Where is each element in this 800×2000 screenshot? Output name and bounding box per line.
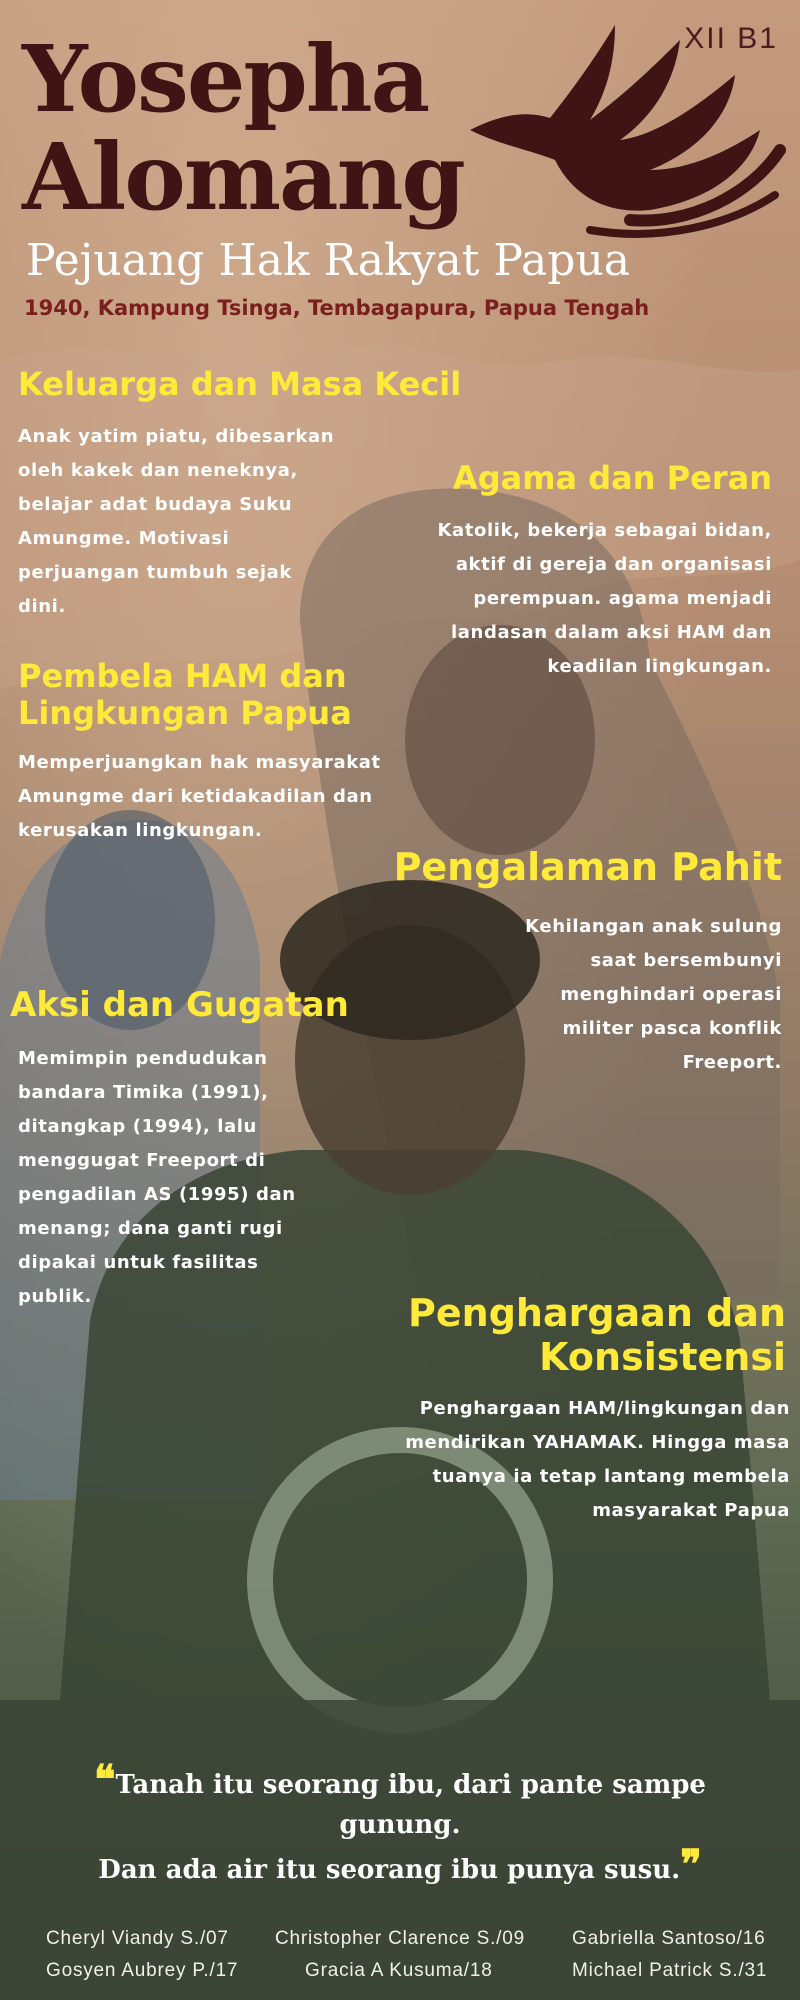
section-pembela-text bbox=[18, 746, 418, 848]
text-line: bandara Timika (1991), bbox=[18, 1082, 269, 1103]
section-aksi-text bbox=[18, 1042, 338, 1314]
close-quote-icon: ❞ bbox=[680, 1841, 702, 1888]
heading-pengalaman: Pengalaman Pahit bbox=[393, 845, 782, 889]
heading-agama: Agama dan Peran bbox=[452, 459, 772, 497]
text-line: Kehilangan anak sulung bbox=[525, 916, 782, 937]
birth-info: 1940, Kampung Tsinga, Tembagapura, Papua Tengah bbox=[24, 296, 650, 320]
open-quote-icon: ❝ bbox=[94, 1756, 116, 1803]
quote-line-1 bbox=[30, 1756, 770, 1845]
text-line: Katolik, bekerja sebagai bidan, bbox=[437, 520, 772, 541]
credit-name: Cheryl Viandy S./07 bbox=[46, 1928, 229, 1949]
quote-block bbox=[30, 1756, 770, 1890]
quote-text-2: Dan ada air itu seorang ibu punya susu. bbox=[98, 1855, 681, 1885]
text-line: menghindari operasi bbox=[560, 984, 782, 1005]
heading-keluarga: Keluarga dan Masa Kecil bbox=[18, 365, 462, 403]
text-line: masyarakat Papua bbox=[592, 1500, 790, 1521]
text-line: Amungme. Motivasi bbox=[18, 528, 230, 549]
text-line: ditangkap (1994), lalu bbox=[18, 1116, 257, 1137]
heading-penghargaan bbox=[408, 1292, 786, 1379]
text-line: tuanya ia tetap lantang membela bbox=[432, 1466, 790, 1487]
text-line: perjuangan tumbuh sejak bbox=[18, 562, 292, 583]
text-line: keadilan lingkungan. bbox=[547, 656, 772, 677]
text-line: dini. bbox=[18, 596, 66, 617]
section-agama-text bbox=[372, 514, 772, 684]
text-line: perempuan. agama menjadi bbox=[473, 588, 772, 609]
page-title bbox=[22, 25, 464, 231]
section-pengalaman-text bbox=[462, 910, 782, 1080]
text-line: Penghargaan HAM/lingkungan dan bbox=[419, 1398, 790, 1419]
heading-pembela bbox=[18, 658, 352, 732]
section-penghargaan-text bbox=[350, 1392, 790, 1528]
text-line: publik. bbox=[18, 1286, 92, 1307]
text-line: menang; dana ganti rugi bbox=[18, 1218, 283, 1239]
credit-name: Gabriella Santoso/16 bbox=[572, 1928, 766, 1949]
text-line: oleh kakek dan neneknya, bbox=[18, 460, 298, 481]
quote-text-1: Tanah itu seorang ibu, dari pante sampe gunung. bbox=[115, 1770, 706, 1840]
text-line: kerusakan lingkungan. bbox=[18, 820, 263, 841]
heading-line: Lingkungan Papua bbox=[18, 693, 352, 732]
credit-name: Gosyen Aubrey P./17 bbox=[46, 1960, 239, 1981]
section-keluarga-text bbox=[18, 420, 378, 624]
text-line: belajar adat budaya Suku bbox=[18, 494, 293, 515]
heading-line: Penghargaan dan bbox=[408, 1291, 786, 1335]
text-line: Memimpin pendudukan bbox=[18, 1048, 268, 1069]
text-line: Anak yatim piatu, dibesarkan bbox=[18, 426, 335, 447]
credit-name: Michael Patrick S./31 bbox=[572, 1960, 768, 1981]
text-line: pengadilan AS (1995) dan bbox=[18, 1184, 296, 1205]
heading-line: Konsistensi bbox=[539, 1334, 786, 1379]
text-line: menggugat Freeport di bbox=[18, 1150, 266, 1171]
credit-name: Christopher Clarence S./09 bbox=[275, 1928, 525, 1949]
text-line: dipakai untuk fasilitas bbox=[18, 1252, 259, 1273]
text-line: Memperjuangkan hak masyarakat bbox=[18, 752, 381, 773]
text-line: mendirikan YAHAMAK. Hingga masa bbox=[405, 1432, 790, 1453]
heading-aksi: Aksi dan Gugatan bbox=[10, 985, 349, 1025]
text-line: aktif di gereja dan organisasi bbox=[455, 554, 772, 575]
text-line: militer pasca konflik bbox=[562, 1018, 782, 1039]
title-line-2: Alomang bbox=[22, 123, 464, 231]
text-line: Freeport. bbox=[682, 1052, 782, 1073]
class-label: XII B1 bbox=[684, 22, 778, 55]
title-line-1: Yosepha bbox=[22, 25, 429, 133]
text-line: Amungme dari ketidakadilan dan bbox=[18, 786, 373, 807]
credit-name: Gracia A Kusuma/18 bbox=[305, 1960, 493, 1981]
page-subtitle: Pejuang Hak Rakyat Papua bbox=[26, 235, 631, 286]
text-line: saat bersembunyi bbox=[590, 950, 782, 971]
heading-line: Pembela HAM dan bbox=[18, 657, 347, 695]
text-line: landasan dalam aksi HAM dan bbox=[451, 622, 772, 643]
quote-line-2 bbox=[30, 1841, 770, 1890]
